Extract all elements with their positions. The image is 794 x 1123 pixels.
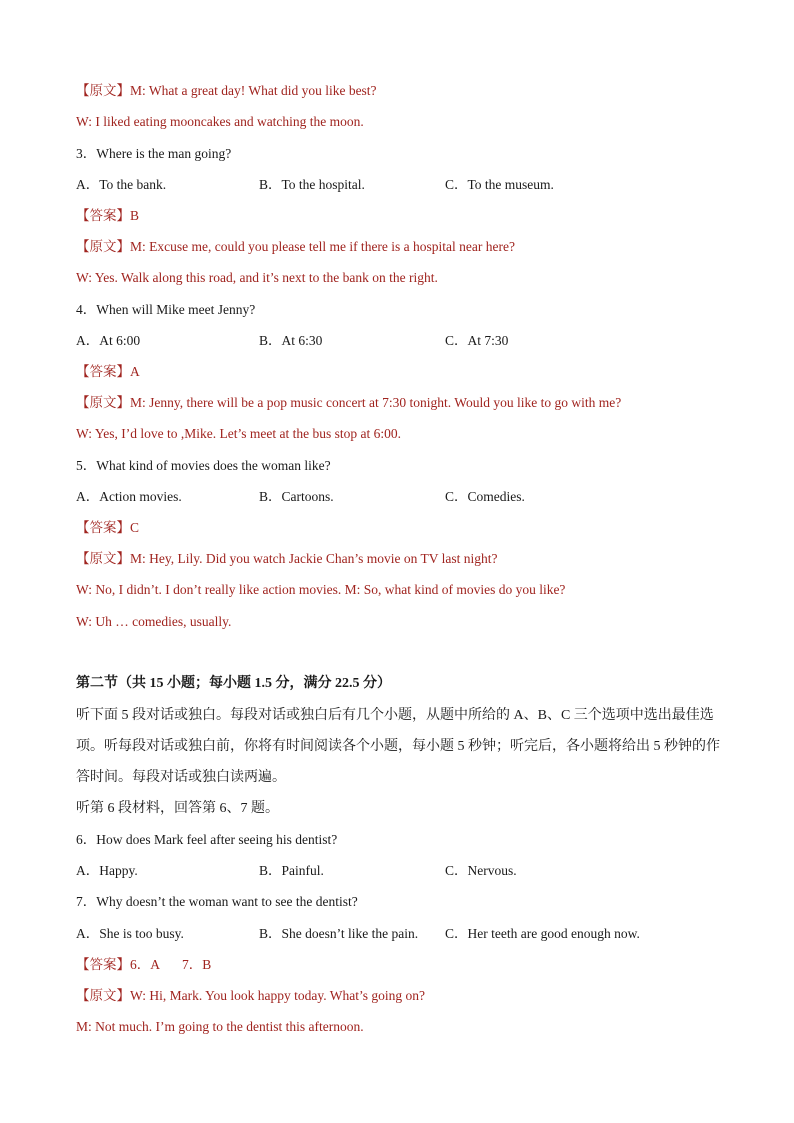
- option-6c: C．Nervous.: [445, 863, 517, 878]
- option-7c: C．Her teeth are good enough now.: [445, 926, 640, 941]
- transcript-line: M: Not much. I’m going to the dentist this afternoon.: [76, 1019, 364, 1034]
- question-7: 7．Why doesn’t the woman want to see the dentist?: [76, 894, 358, 909]
- option-3b: B．To the hospital.: [259, 177, 365, 192]
- option-4a: A．At 6:00: [76, 333, 141, 348]
- answer-5: 【答案】C: [76, 520, 140, 535]
- transcript-line: 【原文】M: Hey, Lily. Did you watch Jackie Chan’s movie on TV last night?: [76, 551, 498, 566]
- section-heading: 第二节（共 15 小题；每小题 1.5 分，满分 22.5 分）: [76, 676, 391, 691]
- question-5: 5．What kind of movies does the woman like?: [76, 458, 331, 473]
- answer-3: 【答案】B: [76, 208, 140, 223]
- answer-6-7: [76, 956, 211, 974]
- option-5b: B．Cartoons.: [259, 489, 334, 504]
- option-4b: B．At 6:30: [259, 333, 323, 348]
- option-6b: B．Painful.: [259, 863, 324, 878]
- option-7b: B．She doesn’t like the pain.: [259, 926, 419, 941]
- option-4c: C．At 7:30: [445, 333, 509, 348]
- transcript-line: W: No, I didn’t. I don’t really like action movies. M: So, what kind of movies do you like?: [76, 582, 566, 597]
- transcript-line: 【原文】M: Excuse me, could you please tell me if there is a hospital near here?: [76, 239, 515, 254]
- answer-7: 7．B: [182, 957, 212, 972]
- question-4: 4．When will Mike meet Jenny?: [76, 302, 256, 317]
- transcript-line: 【原文】W: Hi, Mark. You look happy today. What’s going on?: [76, 988, 425, 1003]
- answer-6: 【答案】6．A: [76, 957, 160, 972]
- option-3a: A．To the bank.: [76, 177, 167, 192]
- question-3: 3．Where is the man going?: [76, 146, 232, 161]
- transcript-line: W: Uh … comedies, usually.: [76, 614, 232, 629]
- option-5c: C．Comedies.: [445, 489, 525, 504]
- option-7a: A．She is too busy.: [76, 926, 184, 941]
- transcript-line: 【原文】M: Jenny, there will be a pop music concert at 7:30 tonight. Would you like to go with me?: [76, 395, 622, 410]
- option-5a: A．Action movies.: [76, 489, 182, 504]
- transcript-line: W: I liked eating mooncakes and watching the moon.: [76, 114, 364, 129]
- option-6a: A．Happy.: [76, 863, 138, 878]
- question-6: 6．How does Mark feel after seeing his dentist?: [76, 832, 338, 847]
- listen-instruction: 听第 6 段材料，回答第 6、7 题。: [76, 801, 279, 816]
- transcript-line: W: Yes, I’d love to ,Mike. Let’s meet at the bus stop at 6:00.: [76, 426, 401, 441]
- instructions-paragraph: 听下面 5 段对话或独白。每段对话或独白后有几个小题，从题中所给的 A、B、C 三个选项中选出最佳选项。听每段对话或独白前，你将有时间阅读各个小题，每小题 5 秒钟；听完后，各小题将给出 5 秒钟的作答时间。每段对话或独白读两遍。: [76, 708, 720, 785]
- transcript-line: W: Yes. Walk along this road, and it’s next to the bank on the right.: [76, 270, 438, 285]
- option-3c: C．To the museum.: [445, 177, 554, 192]
- transcript-line: 【原文】M: What a great day! What did you like best?: [76, 83, 377, 98]
- answer-4: 【答案】A: [76, 364, 140, 379]
